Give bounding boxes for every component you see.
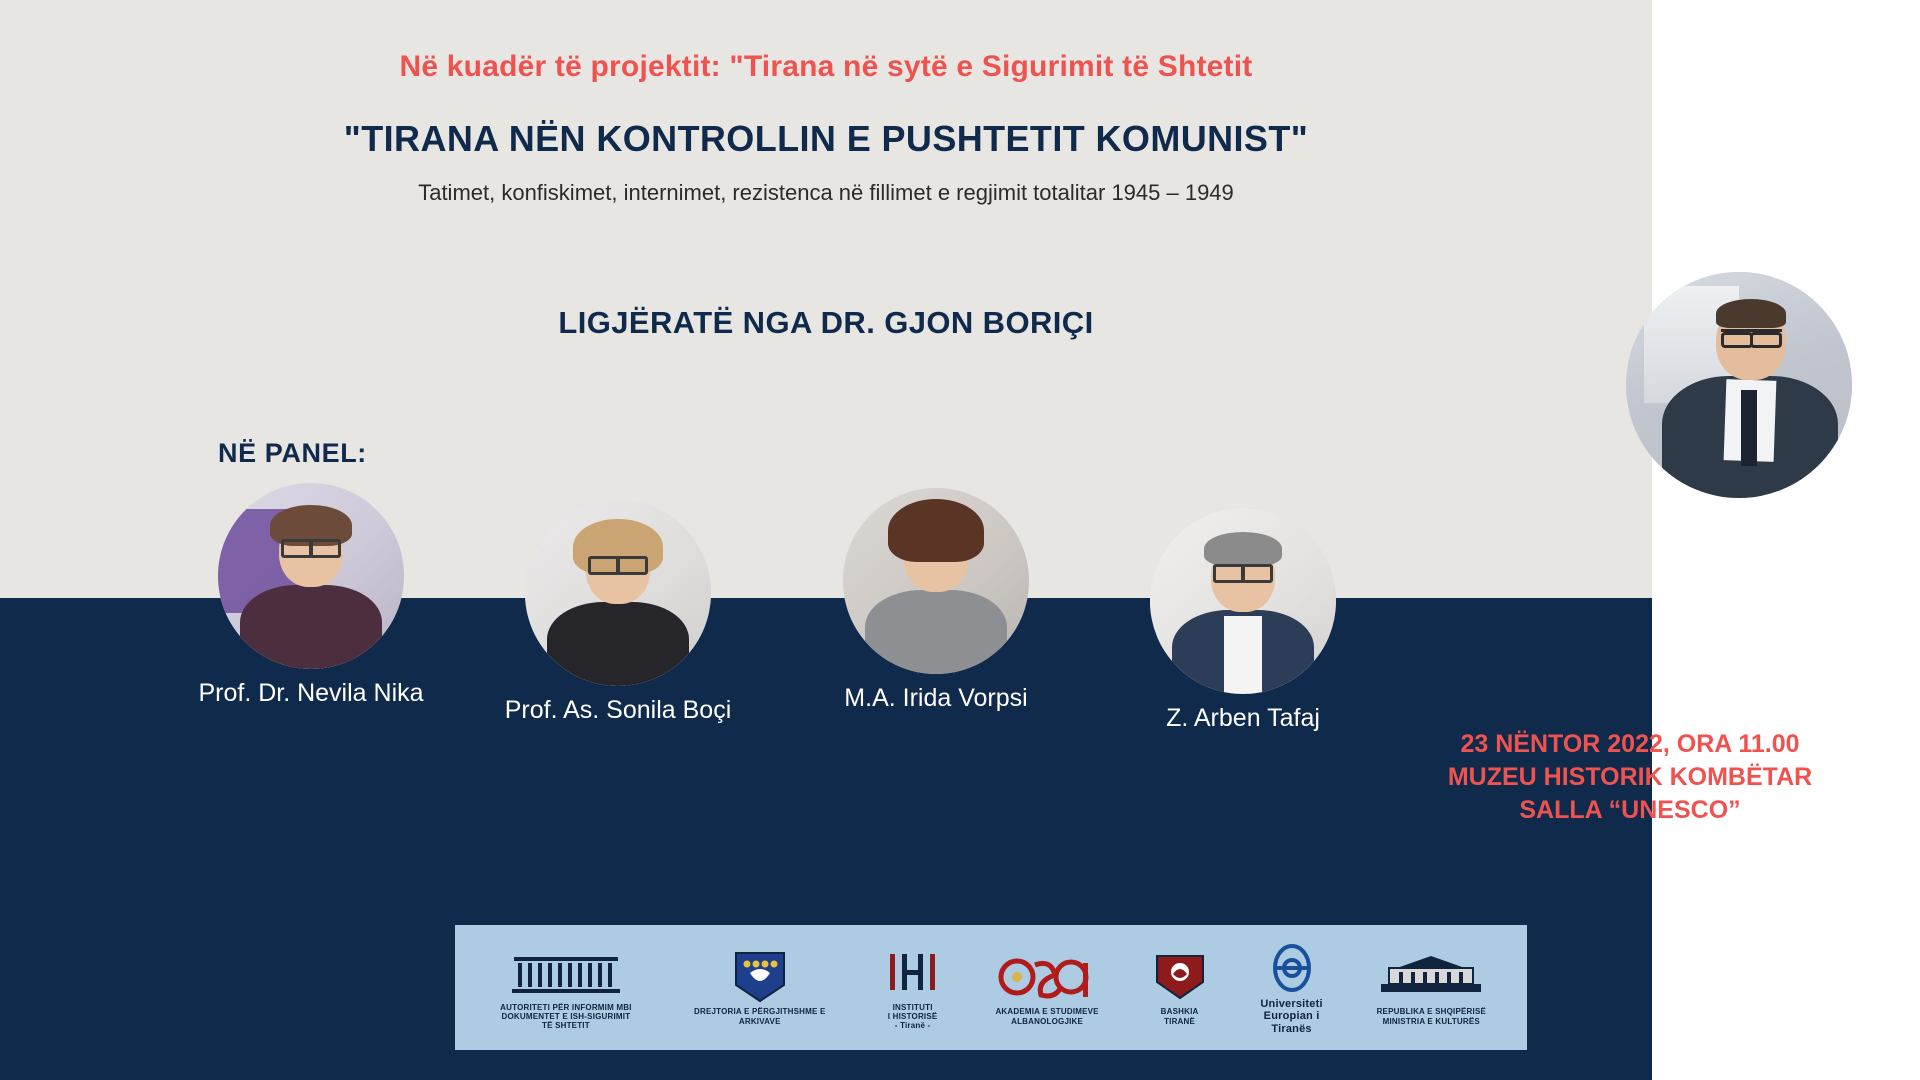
project-kicker: Në kuadër të projektit: "Tirana në sytë e Sigurimit të Shtetit (399, 50, 1253, 83)
photo-body (865, 590, 1006, 674)
photo-hair (888, 499, 985, 562)
photo-body (240, 585, 381, 669)
asa-akademia-logo (995, 949, 1098, 1025)
ministria-kultures-caption: REPUBLIKA E SHQIPËRISË MINISTRIA E KULTURËS (1376, 1007, 1487, 1026)
panelist-1-photo (218, 483, 404, 669)
autoriteti-caption: AUTORITETI PËR INFORMIM MBI DOKUMENTET E ISH-SIGURIMIT TË SHTETIT (500, 1002, 632, 1031)
page-title: "TIRANA NËN KONTROLLIN E PUSHTETIT KOMUNIST" (343, 118, 1309, 159)
photo-shirt (1224, 616, 1261, 694)
instituti-historise-caption: INSTITUTI I HISTORISË - Tiranë - (887, 1002, 938, 1031)
event-date-time: 23 NËNTOR 2022, ORA 11.00 (1460, 730, 1800, 758)
ministria-kultures-logo (1377, 949, 1486, 1025)
asa-akademia-caption: AKADEMIA E STUDIMEVE ALBANOLOGJIKE (995, 1007, 1099, 1026)
panelist-2 (504, 500, 732, 724)
panelist-4 (1150, 508, 1336, 732)
bashkia-tirane-logo (1153, 949, 1207, 1025)
universiteti-europian-tiranes-logo (1260, 940, 1322, 1036)
arkivi-shtetit-icon (690, 949, 830, 1005)
event-hall: SALLA “UNESCO” (1519, 796, 1741, 824)
panelist-3-name: M.A. Irida Vorpsi (844, 684, 1028, 712)
instituti-historise-icon (884, 945, 942, 1001)
arkivi-shtetit-caption: DREJTORIA E PËRGJITHSHME E ARKIVAVE (694, 1007, 826, 1026)
instituti-historise-logo (884, 945, 942, 1031)
photo-glasses (281, 539, 341, 552)
panelist-1-name: Prof. Dr. Nevila Nika (198, 679, 424, 707)
arkivi-shtetit-logo (690, 949, 830, 1025)
autoriteti-icon (496, 945, 636, 1001)
bashkia-tirane-caption: BASHKIA TIRANË (1160, 1007, 1199, 1026)
panelist-2-photo (525, 500, 711, 686)
event-details (1430, 728, 1830, 827)
uet-icon (1260, 940, 1322, 996)
photo-body (547, 602, 688, 686)
photo-hair (1204, 532, 1282, 565)
portrait-hair (1716, 299, 1786, 328)
ministria-kultures-icon (1377, 949, 1486, 1005)
panelist-4-photo (1150, 508, 1336, 694)
event-venue: MUZEU HISTORIK KOMBËTAR (1447, 763, 1813, 791)
panelist-3 (843, 488, 1029, 712)
bashkia-tirane-icon (1153, 949, 1207, 1005)
lecture-byline: LIGJËRATË NGA DR. GJON BORIÇI (558, 305, 1094, 340)
partner-logo-strip (455, 925, 1527, 1050)
poster-right-margin-bottom (1652, 598, 1920, 1080)
panelist-4-name: Z. Arben Tafaj (1166, 704, 1320, 732)
panel-label: NË PANEL: (218, 438, 367, 468)
portrait-tie (1741, 390, 1757, 467)
page-subtitle: Tatimet, konfiskimet, internimet, rezistenca në fillimet e regjimit totalitar 1945 – 1949 (418, 180, 1234, 205)
photo-glasses (588, 556, 648, 569)
uet-caption: Universiteti Europian i Tiranës (1260, 997, 1323, 1035)
panelist-1 (198, 483, 424, 707)
panelist-3-photo (843, 488, 1029, 674)
asa-akademia-icon (995, 949, 1098, 1005)
portrait-glasses (1721, 329, 1782, 343)
photo-glasses (1213, 564, 1273, 577)
panelist-2-name: Prof. As. Sonila Boçi (504, 696, 732, 724)
lecturer-portrait (1626, 272, 1852, 498)
autoriteti-logo (496, 945, 636, 1031)
